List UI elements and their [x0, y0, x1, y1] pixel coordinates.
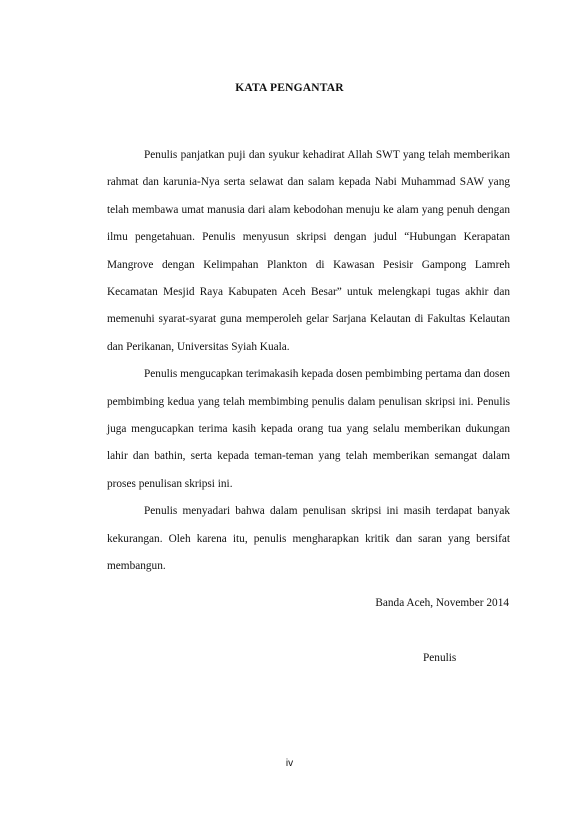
- signer: Penulis: [423, 652, 457, 664]
- place-date: Banda Aceh, November 2014: [375, 597, 509, 609]
- paragraph-3: Penulis menyadari bahwa dalam penulisan skripsi ini masih terdapat banyak kekurangan. Oleh karena itu, penulis mengharapkan kritik dan saran yang bersifat membangun.: [107, 505, 510, 573]
- page-title: KATA PENGANTAR: [235, 82, 344, 94]
- body-text: [107, 142, 510, 581]
- paragraph-1: Penulis panjatkan puji dan syukur kehadirat Allah SWT yang telah memberikan rahmat dan karunia-Nya serta selawat dan salam kepada Nabi Muhammad SAW yang telah membawa umat manusia dari alam kebodohan menuju ke alam yang penuh dengan ilmu pengetahuan. Penulis menyusun skripsi dengan judul “Hubungan Kerapatan Mangrove dengan Kelimpahan Plankton di Kawasan Pesisir Gampong Lamreh Kecamatan Mesjid Raya Kabupaten Aceh Besar” untuk melengkapi tugas akhir dan memenuhi syarat-syarat guna memperoleh gelar Sarjana Kelautan di Fakultas Kelautan dan Perikanan, Universitas Syiah Kuala.: [107, 149, 510, 353]
- paragraph-2: Penulis mengucapkan terimakasih kepada dosen pembimbing pertama dan dosen pembimbing kedua yang telah membimbing penulis dalam penulisan skripsi ini. Penulis juga mengucapkan terima kasih kepada orang tua yang selalu memberikan dukungan lahir dan bathin, serta kepada teman-teman yang telah memberikan semangat dalam proses penulisan skripsi ini.: [107, 368, 510, 490]
- page-number: iv: [285, 758, 294, 769]
